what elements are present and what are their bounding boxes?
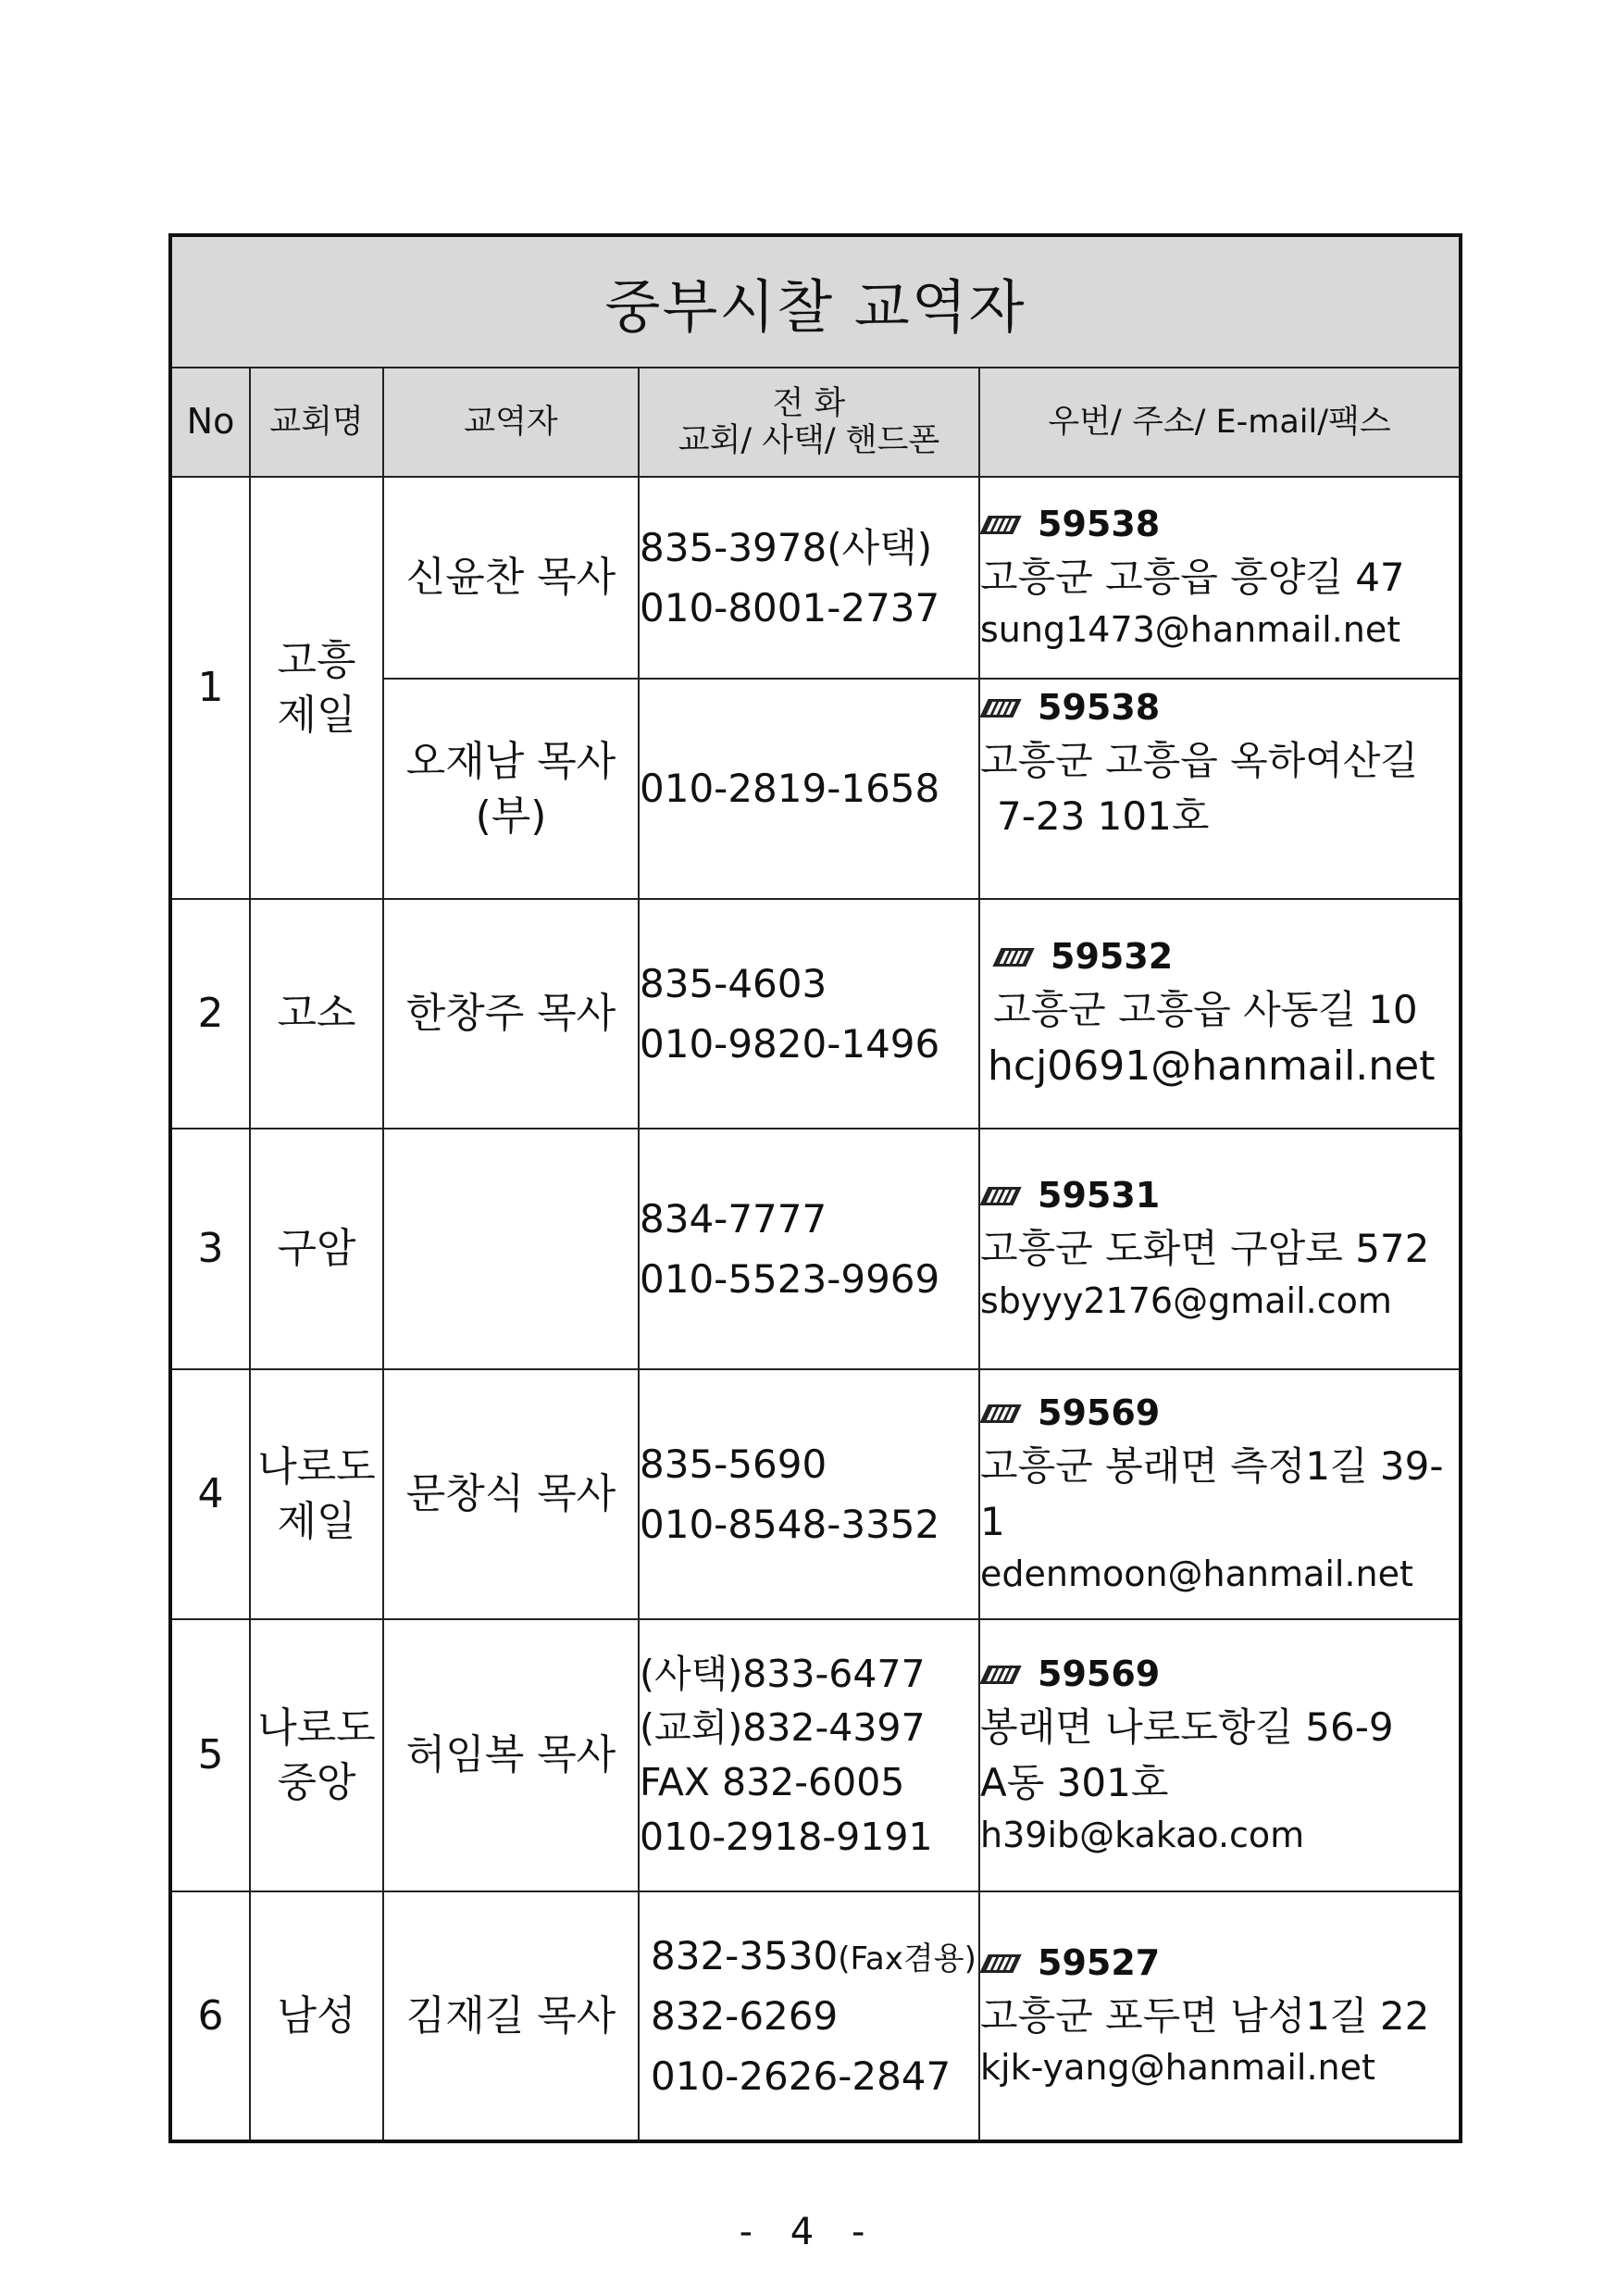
minister-name: 허임복 목사 <box>383 1619 639 1891</box>
table-row <box>170 899 1461 1129</box>
minister-name: 한창주 목사 <box>383 899 639 1129</box>
zip-code: 59531 <box>1038 1175 1161 1217</box>
minister-name: 신윤찬 목사 <box>383 477 639 679</box>
header-row <box>170 368 1461 477</box>
minister-name: 문창식 목사 <box>383 1369 639 1619</box>
phone-list: (사택)833-6477 (교회)832-4397 FAX 832-6005 010-2918-9191 <box>639 1619 979 1891</box>
zip-code: 59569 <box>1038 1392 1161 1434</box>
address-line: 고흥군 고흥읍 사동길 10 <box>993 986 1418 1032</box>
phone-list: 832-3530(Fax겸용) 832-6269 010-2626-2847 <box>639 1891 979 2141</box>
address-line: 봉래면 나로도항길 56-9 <box>980 1704 1394 1751</box>
mail-icon <box>980 1953 1021 1975</box>
row-number: 1 <box>170 477 250 899</box>
minister-directory-table <box>168 233 1462 2143</box>
mail-icon <box>993 946 1034 968</box>
table-row <box>170 1369 1461 1619</box>
address-cell <box>979 899 1461 1129</box>
phone-number: 832-3530 <box>651 1932 839 1978</box>
phone-list: 835-3978(사택) 010-8001-2737 <box>639 477 979 679</box>
phone-list: 834-7777 010-5523-9969 <box>639 1129 979 1369</box>
church-name: 구암 <box>250 1129 383 1369</box>
header-phone <box>639 368 979 477</box>
row-number: 5 <box>170 1619 250 1891</box>
address-line: 고흥군 고흥읍 흥양길 47 <box>980 555 1405 601</box>
row-number: 6 <box>170 1891 250 2141</box>
minister-name: 김재길 목사 <box>383 1891 639 2141</box>
email: sbyyy2176@gmail.com <box>980 1279 1392 1321</box>
table-row <box>170 1891 1461 2141</box>
email: kjk-yang@hanmail.net <box>980 2047 1375 2089</box>
address-cell <box>979 1129 1461 1369</box>
header-address: 우번/ 주소/ E-mail/팩스 <box>979 368 1461 477</box>
row-number: 3 <box>170 1129 250 1369</box>
zip-code: 59569 <box>1038 1653 1161 1695</box>
church-name: 고소 <box>250 899 383 1129</box>
address-cell <box>979 679 1461 899</box>
email: edenmoon@hanmail.net <box>980 1553 1413 1594</box>
header-no: No <box>170 368 250 477</box>
header-church: 교회명 <box>250 368 383 477</box>
address-line: 고흥군 포두면 남성1길 22 <box>980 1992 1430 2039</box>
mail-icon <box>980 1185 1021 1207</box>
row-number: 2 <box>170 899 250 1129</box>
zip-code: 59532 <box>1051 935 1174 977</box>
address-cell <box>979 1369 1461 1619</box>
phone-list: 835-5690 010-8548-3352 <box>639 1369 979 1619</box>
mail-icon <box>980 514 1021 536</box>
address-line: 고흥군 봉래면 측정1길 39-1 <box>980 1443 1444 1544</box>
minister-name: 오재남 목사 (부) <box>383 679 639 899</box>
minister-name <box>383 1129 639 1369</box>
email: h39ib@kakao.com <box>980 1814 1305 1855</box>
church-name: 나로도 제일 <box>250 1369 383 1619</box>
address-line: A동 301호 <box>980 1760 1169 1805</box>
church-name: 남성 <box>250 1891 383 2141</box>
table-row <box>170 1619 1461 1891</box>
zip-code: 59538 <box>1038 687 1161 728</box>
zip-code: 59527 <box>1038 1941 1161 1983</box>
phone-list: 835-4603 010-9820-1496 <box>639 899 979 1129</box>
header-phone-title: 전 화 <box>772 384 846 422</box>
address-cell <box>979 1619 1461 1891</box>
mail-icon <box>980 1403 1021 1425</box>
church-name: 고흥 제일 <box>250 477 383 899</box>
email: sung1473@hanmail.net <box>980 608 1401 650</box>
row-number: 4 <box>170 1369 250 1619</box>
church-name: 나로도 중앙 <box>250 1619 383 1891</box>
address-cell <box>979 1891 1461 2141</box>
email: hcj0691@hanmail.net <box>988 1042 1436 1090</box>
address-line: 7-23 101호 <box>997 792 1210 839</box>
zip-code: 59538 <box>1038 504 1161 545</box>
page-number: - 4 - <box>739 2211 878 2253</box>
header-minister: 교역자 <box>383 368 639 477</box>
header-phone-sub: 교회/ 사택/ 핸드폰 <box>678 422 940 459</box>
table-title: 중부시찰 교역자 <box>170 235 1461 368</box>
table-row <box>170 477 1461 679</box>
mail-icon <box>980 1664 1021 1686</box>
table-row <box>170 1129 1461 1369</box>
address-line: 고흥군 도화면 구암로 572 <box>980 1226 1430 1272</box>
mail-icon <box>980 697 1021 719</box>
phone-list: 010-2819-1658 <box>639 679 979 899</box>
address-line: 고흥군 고흥읍 옥하여산길 <box>980 737 1418 783</box>
phone-note: (Fax겸용) <box>838 1940 976 1978</box>
address-cell <box>979 477 1461 679</box>
